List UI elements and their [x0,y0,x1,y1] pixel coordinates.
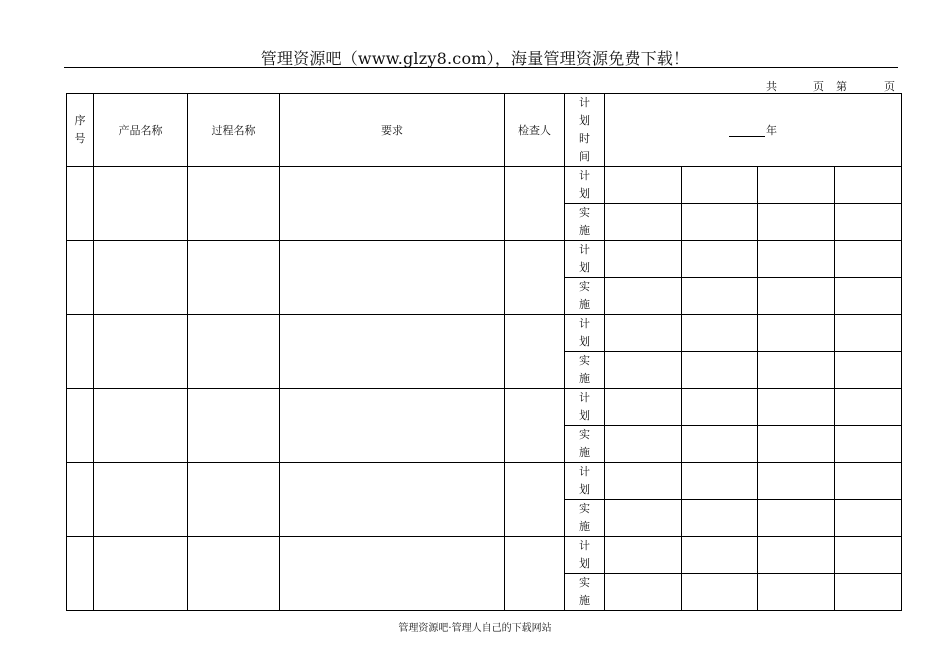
seq-cell[interactable] [67,167,94,241]
schedule-cell[interactable] [682,352,758,389]
schedule-cell[interactable] [682,315,758,352]
schedule-cell[interactable] [682,278,758,315]
inspector-cell[interactable] [505,167,565,241]
schedule-cell[interactable] [758,167,835,204]
schedule-cell[interactable] [682,500,758,537]
schedule-cell[interactable] [835,500,902,537]
schedule-cell[interactable] [835,574,902,611]
product-cell[interactable] [94,463,188,537]
year-blank [729,124,765,137]
schedule-cell[interactable] [605,463,682,500]
requirement-cell[interactable] [280,241,505,315]
header-year [605,94,902,167]
plan-label-cell: 计划 [565,315,605,352]
seq-cell[interactable] [67,463,94,537]
requirement-cell[interactable] [280,167,505,241]
actual-label-cell: 实施 [565,500,605,537]
page-total-label: 共 [766,80,777,93]
page-unit-label: 页 [813,80,824,93]
seq-cell[interactable] [67,315,94,389]
product-cell[interactable] [94,315,188,389]
header-process-name: 过程名称 [188,94,280,167]
schedule-cell[interactable] [835,537,902,574]
schedule-cell[interactable] [758,241,835,278]
product-cell[interactable] [94,241,188,315]
document-title: 管理资源吧（www.glzy8.com），海量管理资源免费下载！ [260,49,690,68]
table-row-plan [67,167,902,204]
process-cell[interactable] [188,241,280,315]
schedule-cell[interactable] [758,278,835,315]
table-header-row [67,94,902,167]
requirement-cell[interactable] [280,463,505,537]
table-row-plan [67,389,902,426]
plan-label-cell: 计划 [565,241,605,278]
process-cell[interactable] [188,167,280,241]
actual-label-cell: 实施 [565,426,605,463]
schedule-cell[interactable] [835,352,902,389]
schedule-cell[interactable] [758,537,835,574]
header-inspector: 检查人 [505,94,565,167]
process-cell[interactable] [188,389,280,463]
product-cell[interactable] [94,389,188,463]
schedule-cell[interactable] [758,574,835,611]
schedule-cell[interactable] [835,204,902,241]
header-divider [64,67,898,68]
schedule-cell[interactable] [835,278,902,315]
seq-cell[interactable] [67,537,94,611]
inspector-cell[interactable] [505,463,565,537]
schedule-cell[interactable] [758,389,835,426]
schedule-cell[interactable] [605,315,682,352]
schedule-cell[interactable] [682,463,758,500]
table-row-plan [67,537,902,574]
schedule-cell[interactable] [605,574,682,611]
requirement-cell[interactable] [280,389,505,463]
schedule-cell[interactable] [835,463,902,500]
schedule-cell[interactable] [758,315,835,352]
page-number-label: 第 [836,80,847,93]
plan-label-cell: 计划 [565,537,605,574]
schedule-cell[interactable] [605,241,682,278]
schedule-cell[interactable] [682,389,758,426]
schedule-cell[interactable] [758,352,835,389]
process-cell[interactable] [188,537,280,611]
schedule-cell[interactable] [605,500,682,537]
schedule-cell[interactable] [758,426,835,463]
schedule-cell[interactable] [682,574,758,611]
schedule-cell[interactable] [605,167,682,204]
plan-label-cell: 计划 [565,167,605,204]
page-unit-label-2: 页 [884,80,895,93]
actual-label-cell: 实施 [565,204,605,241]
header-requirement: 要求 [280,94,505,167]
plan-table [66,93,902,611]
table-row-plan [67,463,902,500]
header-seq: 序号 [67,94,94,167]
table-row-plan [67,315,902,352]
schedule-cell[interactable] [605,278,682,315]
inspector-cell[interactable] [505,241,565,315]
actual-label-cell: 实施 [565,574,605,611]
product-cell[interactable] [94,537,188,611]
schedule-cell[interactable] [605,352,682,389]
seq-cell[interactable] [67,241,94,315]
plan-label-cell: 计划 [565,389,605,426]
inspector-cell[interactable] [505,537,565,611]
schedule-cell[interactable] [682,204,758,241]
plan-label-cell: 计划 [565,463,605,500]
schedule-cell[interactable] [835,389,902,426]
page-footer: 管理资源吧·管理人自己的下载网站 [398,623,552,634]
process-cell[interactable] [188,463,280,537]
actual-label-cell: 实施 [565,278,605,315]
schedule-cell[interactable] [682,426,758,463]
year-label: 年 [766,123,777,137]
inspector-cell[interactable] [505,389,565,463]
schedule-cell[interactable] [605,537,682,574]
schedule-cell[interactable] [605,389,682,426]
requirement-cell[interactable] [280,537,505,611]
header-product-name: 产品名称 [94,94,188,167]
schedule-cell[interactable] [682,241,758,278]
seq-cell[interactable] [67,389,94,463]
process-cell[interactable] [188,315,280,389]
product-cell[interactable] [94,167,188,241]
schedule-cell[interactable] [835,167,902,204]
schedule-cell[interactable] [758,500,835,537]
schedule-cell[interactable] [605,204,682,241]
inspector-cell[interactable] [505,315,565,389]
schedule-cell[interactable] [682,537,758,574]
schedule-cell[interactable] [758,204,835,241]
schedule-cell[interactable] [682,167,758,204]
requirement-cell[interactable] [280,315,505,389]
schedule-cell[interactable] [835,315,902,352]
schedule-cell[interactable] [605,426,682,463]
schedule-cell[interactable] [758,463,835,500]
schedule-cell[interactable] [835,426,902,463]
schedule-cell[interactable] [835,241,902,278]
header-plan-time: 计划时间 [565,94,605,167]
actual-label-cell: 实施 [565,352,605,389]
table-row-plan [67,241,902,278]
